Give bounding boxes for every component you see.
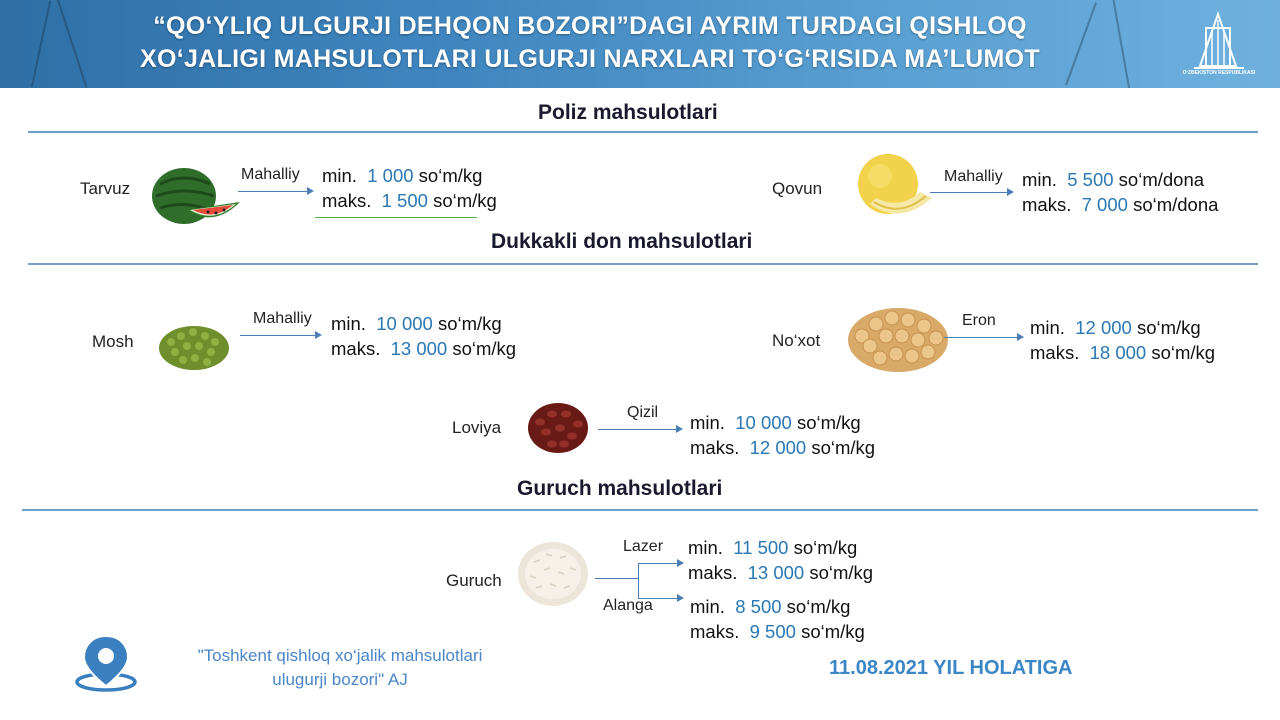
- price-max-noxot: [1030, 340, 1215, 365]
- unit: so‘m/kg: [809, 562, 874, 583]
- source-line-2: ulugurji bozori" AJ: [272, 670, 408, 689]
- origin-label-loviya: Qizil: [627, 404, 659, 421]
- max-value: 18 000: [1089, 342, 1147, 363]
- product-name-loviya: Loviya: [452, 418, 502, 437]
- max-label: maks.: [1030, 342, 1080, 363]
- price-max-qovun: [1022, 192, 1218, 217]
- price-min-tarvuz: [322, 163, 497, 188]
- section-divider: [22, 509, 1258, 511]
- min-value: 11 500: [733, 537, 789, 558]
- min-value: 8 500: [735, 596, 782, 617]
- price-min-lazer: [688, 535, 873, 560]
- origin-label-lazer: Lazer: [623, 538, 664, 555]
- price-min-loviya: [690, 410, 875, 435]
- unit: so‘m/dona: [1133, 194, 1219, 215]
- origin-label-alanga: Alanga: [603, 597, 653, 614]
- product-name-qovun: Qovun: [772, 179, 823, 198]
- price-max-mosh: [331, 336, 516, 361]
- max-label: maks.: [690, 437, 740, 458]
- chickpea-icon: [846, 300, 950, 374]
- max-label: maks.: [1022, 194, 1072, 215]
- product-name-mosh: Mosh: [92, 332, 134, 351]
- price-block-tarvuz: [322, 163, 497, 213]
- title-line-2: XO‘JALIGI MAHSULOTLARI ULGURJI NARXLARI TO‘G‘RISIDA MA’LUMOT: [140, 45, 1040, 73]
- min-label: min.: [331, 313, 366, 334]
- rice-icon: [516, 540, 590, 608]
- product-name-guruch: Guruch: [446, 571, 502, 590]
- unit: so‘m/kg: [1151, 342, 1216, 363]
- bean-icon: [526, 400, 590, 456]
- branch-connector: [595, 578, 639, 579]
- price-max-lazer: [688, 560, 873, 585]
- product-name-noxot: No‘xot: [772, 331, 821, 350]
- price-block-loviya: [690, 410, 875, 460]
- min-label: min.: [688, 537, 723, 558]
- min-value: 12 000: [1075, 317, 1132, 338]
- section-title-dukkakli: Dukkakli don mahsulotlari: [491, 230, 753, 253]
- price-block-qovun: [1022, 167, 1218, 217]
- underline-accent: [315, 217, 477, 218]
- arrow-tarvuz: [238, 191, 312, 192]
- max-value: 1 500: [381, 190, 428, 211]
- unit: so‘m/kg: [433, 190, 497, 211]
- unit: so‘m/dona: [1118, 169, 1205, 190]
- origin-label-qovun: Mahalliy: [944, 168, 1003, 185]
- unit: so‘m/kg: [793, 537, 858, 558]
- arrow-mosh: [240, 335, 320, 336]
- arrow-lazer: [638, 563, 682, 564]
- unit: so‘m/kg: [452, 338, 517, 359]
- section-title-poliz: Poliz mahsulotlari: [538, 101, 718, 124]
- product-name-tarvuz: Tarvuz: [80, 179, 131, 198]
- min-label: min.: [1022, 169, 1057, 190]
- price-max-alanga: [690, 619, 865, 644]
- section-divider: [28, 131, 1258, 133]
- max-label: maks.: [688, 562, 738, 583]
- section-title-guruch: Guruch mahsulotlari: [517, 477, 723, 500]
- max-value: 12 000: [749, 437, 807, 458]
- source-line-1: "Toshkent qishloq xo‘jalik mahsulotlari: [197, 646, 483, 665]
- min-label: min.: [690, 596, 725, 617]
- min-value: 10 000: [376, 313, 433, 334]
- source-caption: [150, 644, 530, 692]
- arrow-qovun: [930, 192, 1012, 193]
- max-value: 13 000: [390, 338, 448, 359]
- min-label: min.: [1030, 317, 1065, 338]
- origin-label-tarvuz: Mahalliy: [241, 166, 300, 183]
- section-divider: [28, 263, 1258, 265]
- title-line-1: “QO‘YLIQ ULGURJI DEHQON BOZORI”DAGI AYRIM TURDAGI QISHLOQ: [153, 12, 1027, 40]
- price-min-mosh: [331, 311, 516, 336]
- min-label: min.: [322, 165, 357, 186]
- branch-connector: [638, 563, 639, 599]
- min-value: 10 000: [735, 412, 792, 433]
- origin-label-noxot: Eron: [962, 312, 996, 329]
- unit: so‘m/kg: [796, 412, 861, 433]
- price-block-mosh: [331, 311, 516, 361]
- min-value: 5 500: [1067, 169, 1114, 190]
- price-min-qovun: [1022, 167, 1218, 192]
- max-value: 13 000: [747, 562, 805, 583]
- location-pin-icon: [74, 632, 138, 694]
- price-min-noxot: [1030, 315, 1215, 340]
- unit: so‘m/kg: [1136, 317, 1201, 338]
- header-banner: [0, 0, 1280, 88]
- watermelon-icon: [150, 166, 242, 230]
- price-block-lazer: [688, 535, 873, 585]
- origin-label-mosh: Mahalliy: [253, 310, 312, 327]
- unit: so‘m/kg: [418, 165, 483, 186]
- mung-bean-icon: [157, 318, 231, 372]
- unit: so‘m/kg: [801, 621, 865, 642]
- melon-icon: [850, 152, 934, 224]
- page-title: [60, 10, 1120, 76]
- max-label: maks.: [690, 621, 740, 642]
- unit: so‘m/kg: [437, 313, 502, 334]
- price-max-tarvuz: [322, 188, 497, 213]
- arrow-loviya: [598, 429, 681, 430]
- price-block-noxot: [1030, 315, 1215, 365]
- unit: so‘m/kg: [786, 596, 851, 617]
- price-block-alanga: [690, 594, 865, 644]
- max-label: maks.: [322, 190, 372, 211]
- emblem-caption: O‘ZBEKISTON RESPUBLIKASI: [1182, 70, 1256, 76]
- price-max-loviya: [690, 435, 875, 460]
- min-label: min.: [690, 412, 725, 433]
- max-value: 9 500: [749, 621, 796, 642]
- min-value: 1 000: [367, 165, 414, 186]
- arrow-noxot: [944, 337, 1022, 338]
- max-value: 7 000: [1081, 194, 1128, 215]
- price-min-alanga: [690, 594, 865, 619]
- report-date: 11.08.2021 YIL HOLATIGA: [829, 657, 1073, 679]
- unit: so‘m/kg: [811, 437, 876, 458]
- max-label: maks.: [331, 338, 381, 359]
